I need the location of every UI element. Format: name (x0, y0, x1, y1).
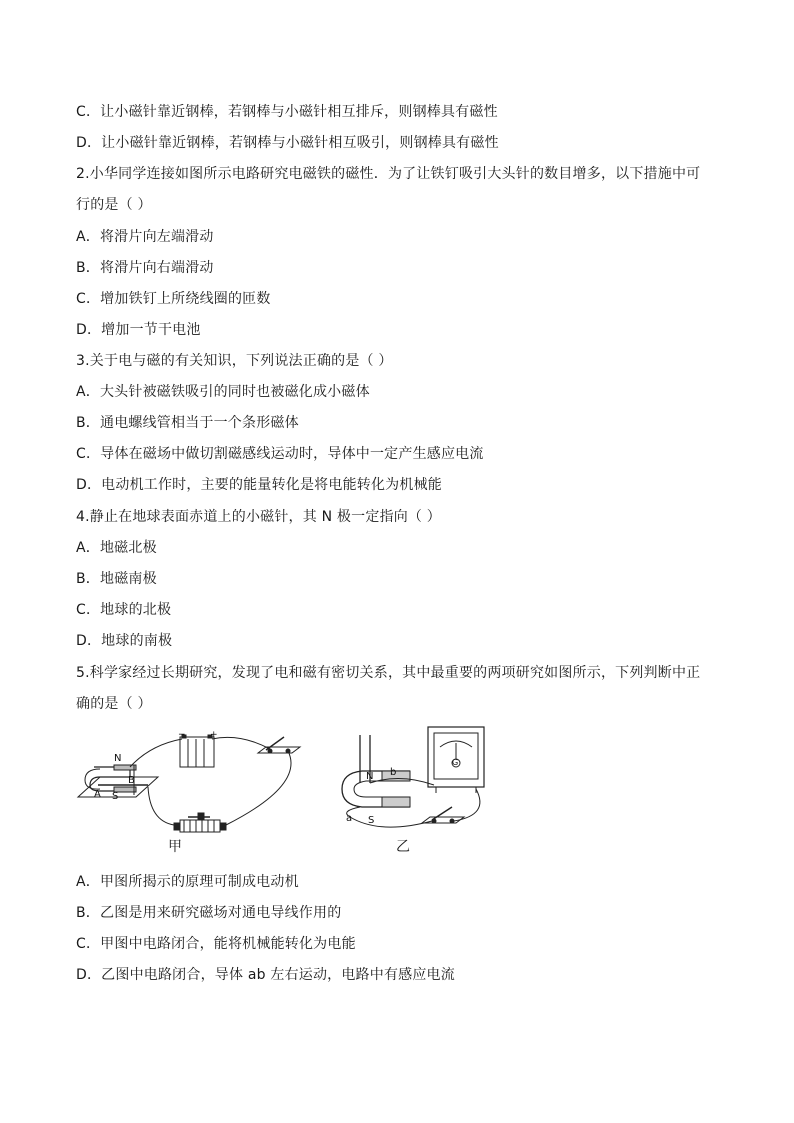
label-plus: + (210, 730, 218, 740)
option-c-q1: C．让小磁针靠近钢棒，若钢棒与小磁针相互排斥，则钢棒具有磁性 (76, 104, 498, 120)
caption-jia: 甲 (168, 839, 182, 855)
option-d-q5: D．乙图中电路闭合，导体 ab 左右运动，电路中有感应电流 (76, 967, 455, 983)
option-d-q1: D．让小磁针靠近钢棒，若钢棒与小磁针相互吸引，则钢棒具有磁性 (76, 135, 499, 151)
label-minus: − (178, 730, 186, 740)
question-3-stem: 3.关于电与磁的有关知识，下列说法正确的是（ ） (76, 353, 393, 369)
option-d-q3: D．电动机工作时，主要的能量转化是将电能转化为机械能 (76, 477, 442, 493)
option-d-q2: D．增加一节干电池 (76, 322, 201, 338)
option-b-q4: B．地磁南极 (76, 571, 157, 587)
question-4-stem: 4.静止在地球表面赤道上的小磁针，其 N 极一定指向（ ） (76, 509, 441, 525)
switch-jia (258, 737, 300, 753)
label-b-jia: B (128, 775, 135, 786)
label-b-yi: b (390, 767, 397, 778)
figure-jia (78, 735, 300, 832)
wire (130, 739, 182, 767)
wire (454, 789, 480, 821)
option-a-q4: A．地磁北极 (76, 540, 157, 556)
label-g: G (452, 758, 459, 767)
question-2-stem-cont: 行的是（ ） (76, 197, 152, 213)
label-n-yi: N (366, 771, 374, 782)
question-5-stem-cont: 确的是（ ） (76, 696, 152, 712)
question-2-stem: 2.小华同学连接如图所示电路研究电磁铁的磁性．为了让铁钉吸引大头针的数目增多，以下措施中可 (76, 166, 701, 182)
option-c-q5: C．甲图中电路闭合，能将机械能转化为电能 (76, 936, 356, 952)
label-a-yi: a (346, 813, 353, 824)
option-a-q5: A．甲图所揭示的原理可制成电动机 (76, 874, 299, 890)
question-5-stem: 5.科学家经过长期研究，发现了电和磁有密切关系，其中最重要的两项研究如图所示，下列判断中正 (76, 665, 701, 681)
option-c-q3: C．导体在磁场中做切割磁感线运动时，导体中一定产生感应电流 (76, 446, 484, 462)
rheostat (174, 813, 226, 832)
label-s-yi: S (368, 815, 375, 826)
figure-yi (342, 727, 484, 827)
wire (148, 787, 174, 825)
option-c-q2: C．增加铁钉上所绕线圈的匝数 (76, 291, 271, 307)
wire (226, 751, 291, 825)
option-a-q2: A．将滑片向左端滑动 (76, 229, 214, 245)
option-b-q2: B．将滑片向右端滑动 (76, 260, 214, 276)
label-a-jia: A (94, 789, 101, 800)
option-c-q4: C．地球的北极 (76, 602, 172, 618)
wire (347, 807, 432, 827)
wire (212, 737, 270, 749)
label-s-jia: S (112, 791, 119, 802)
caption-yi: 乙 (396, 839, 410, 855)
option-b-q3: B．通电螺线管相当于一个条形磁体 (76, 415, 299, 431)
experiment-figure (70, 725, 490, 840)
option-b-q5: B．乙图是用来研究磁场对通电导线作用的 (76, 905, 342, 921)
label-n-jia: N (114, 753, 122, 764)
option-d-q4: D．地球的南极 (76, 633, 173, 649)
option-a-q3: A．大头针被磁铁吸引的同时也被磁化成小磁体 (76, 384, 370, 400)
